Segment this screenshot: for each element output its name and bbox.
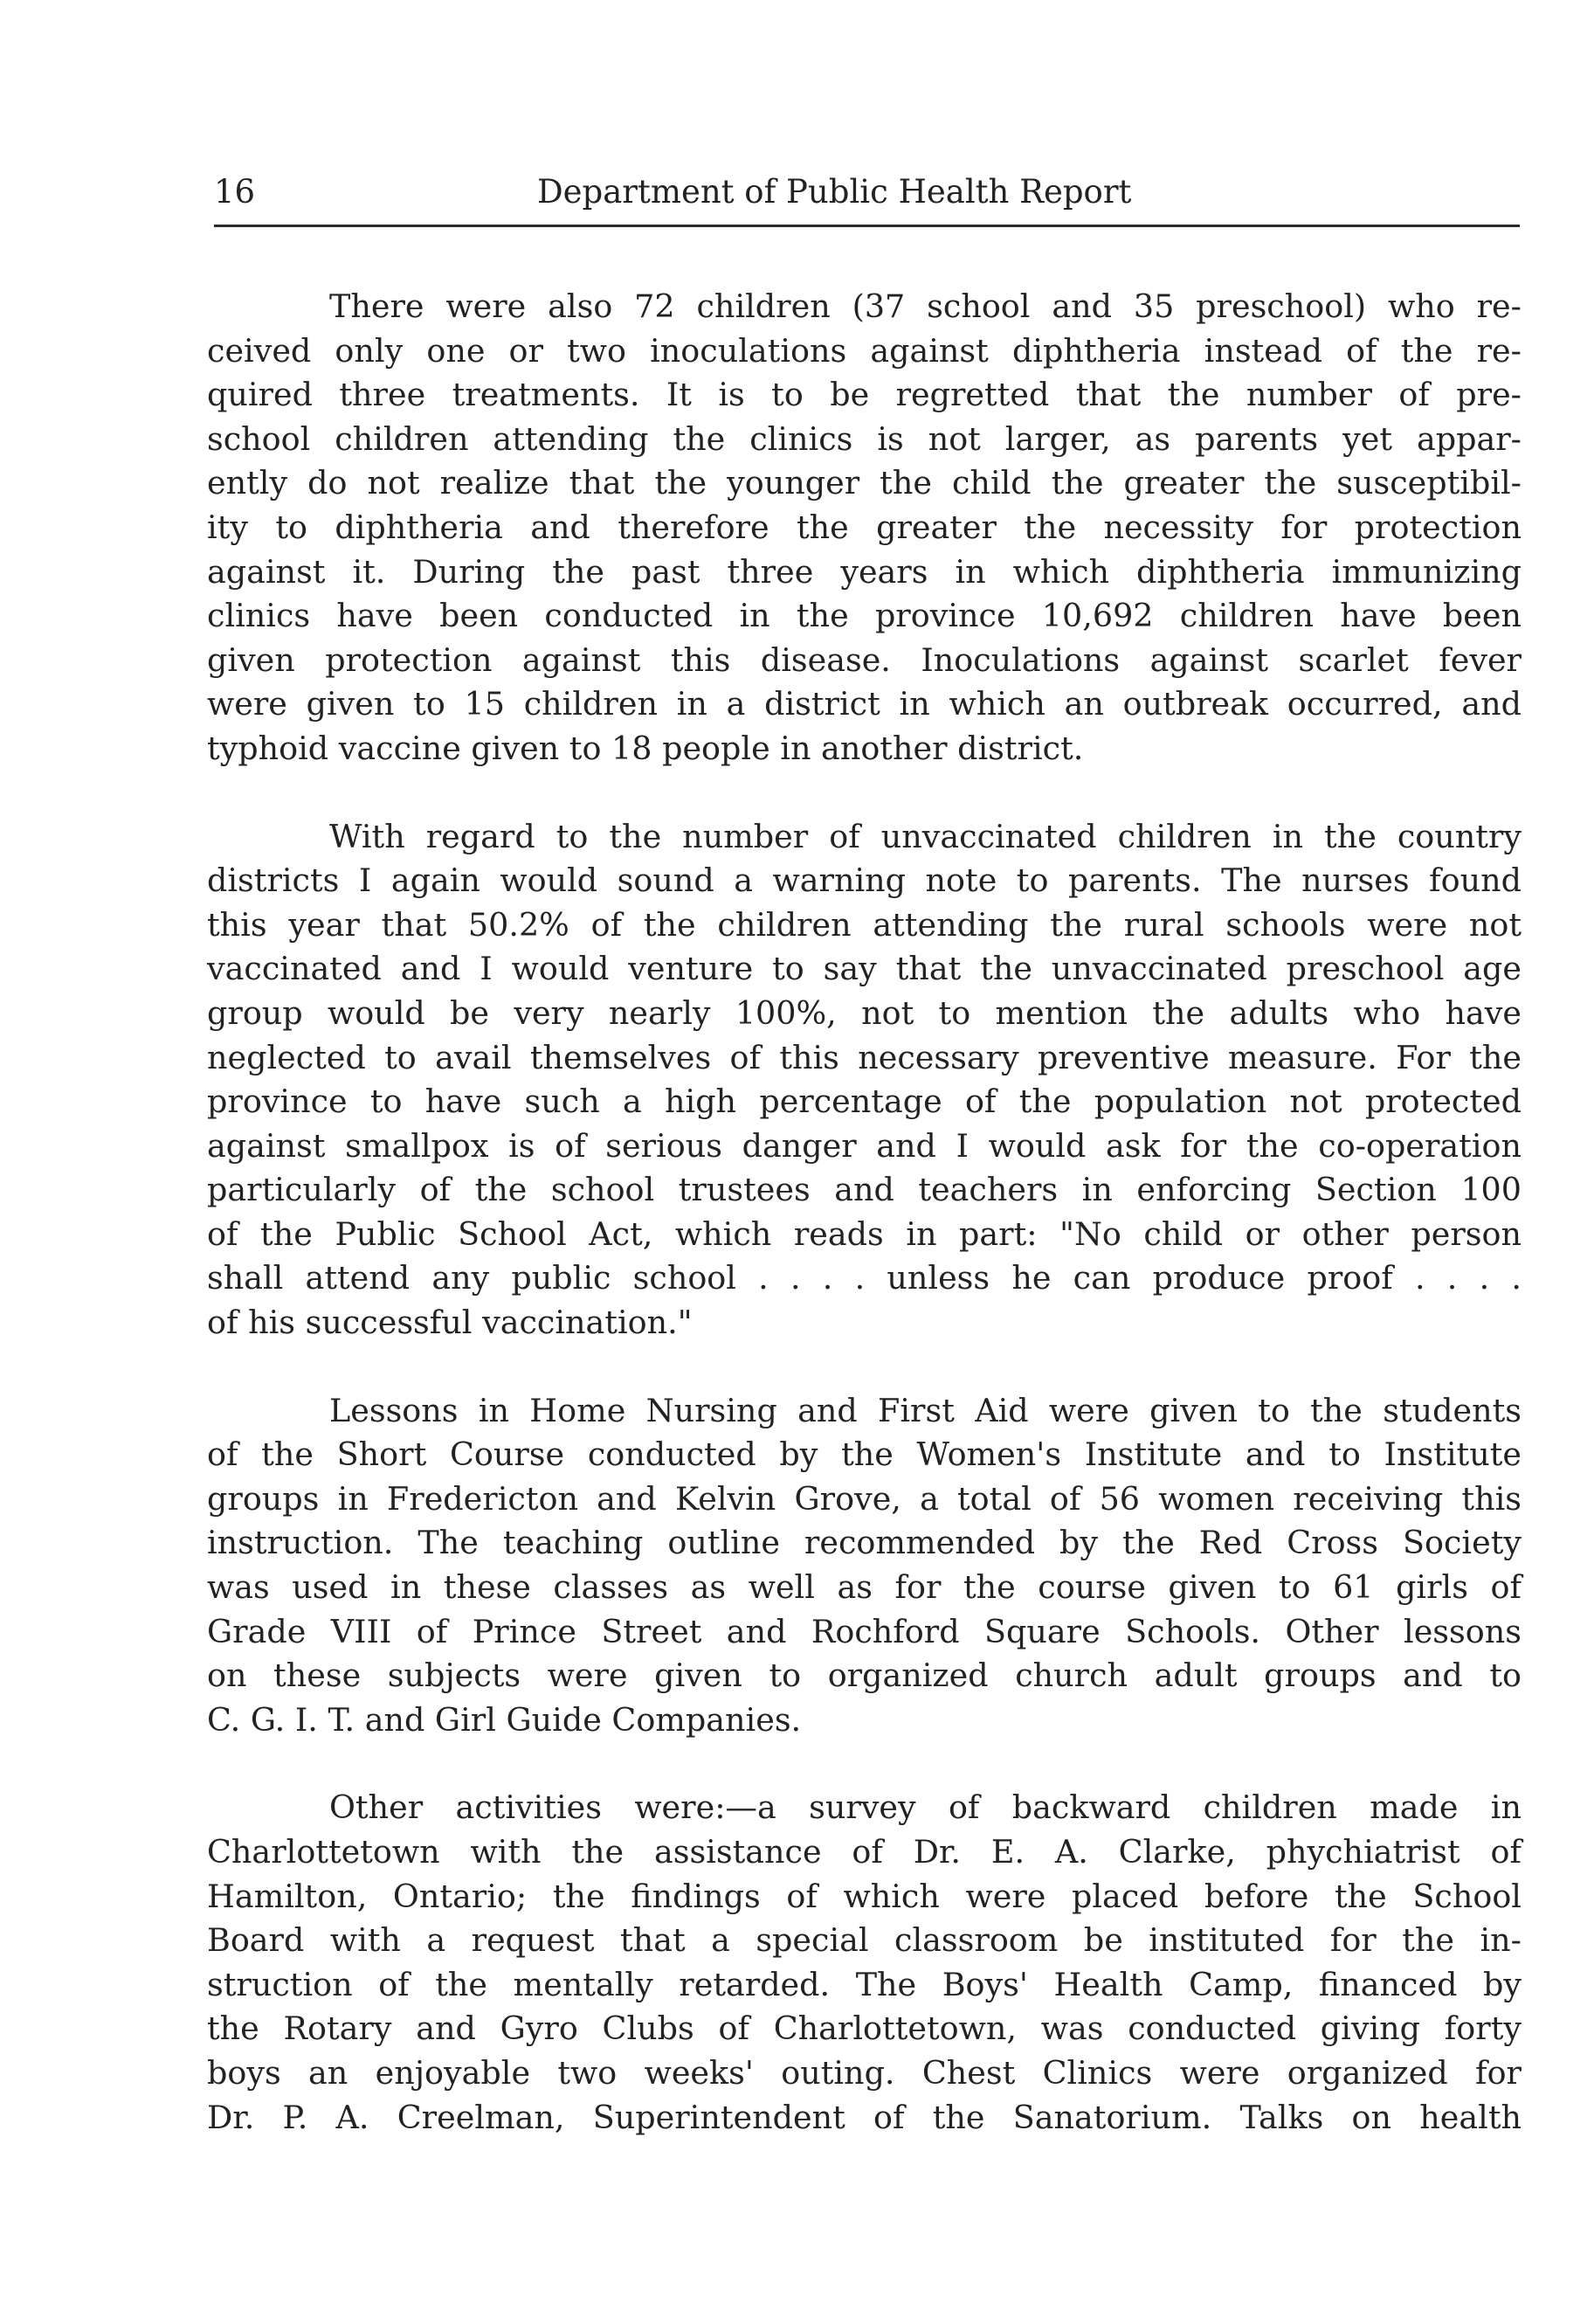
text-line: There were also 72 children (37 school and 35 preschool) who re- [329, 287, 1522, 325]
text-line: particularly of the school trustees and teachers in enforcing Section 100 [207, 1171, 1522, 1209]
body-text [207, 285, 1522, 2140]
text-line: against smallpox is of serious danger and I would ask for the co-operation [207, 1126, 1522, 1165]
text-line: instruction. The teaching outline recommended by the Red Cross Society [207, 1524, 1522, 1562]
text-line: quired three treatments. It is to be regretted that the number of pre- [207, 376, 1522, 414]
text-line: With regard to the number of unvaccinated children in the country [329, 817, 1522, 855]
text-line: clinics have been conducted in the province 10,692 children have been [207, 597, 1522, 635]
text-line: typhoid vaccine given to 18 people in another district. [207, 729, 1084, 767]
text-line: on these subjects were given to organized church adult groups and to [207, 1657, 1522, 1695]
paragraph-vaccination [207, 815, 1522, 1345]
text-line: of the Short Course conducted by the Women's Institute and to Institute [207, 1435, 1522, 1474]
text-line: of the Public School Act, which reads in part: "No child or other person [207, 1214, 1522, 1253]
text-line: of his successful vaccination." [207, 1304, 693, 1342]
text-line: Hamilton, Ontario; the findings of which were placed before the School [207, 1877, 1522, 1915]
paragraph-home-nursing [207, 1389, 1522, 1743]
text-line: districts I again would sound a warning note to parents. The nurses found [207, 861, 1522, 900]
text-line: Dr. P. A. Creelman, Superintendent of the Sanatorium. Talks on health [207, 2098, 1522, 2136]
text-line: ity to diphtheria and therefore the greater the necessity for protection [207, 508, 1522, 546]
page-header [214, 171, 1520, 220]
running-title: Department of Public Health Report [537, 173, 1132, 211]
text-line: neglected to avail themselves of this necessary preventive measure. For the [207, 1038, 1522, 1076]
text-line: boys an enjoyable two weeks' outing. Chest Clinics were organized for [207, 2053, 1522, 2092]
text-line: Other activities were:—a survey of backward children made in [329, 1788, 1522, 1827]
paragraph-other-activities [207, 1786, 1522, 2140]
text-line: was used in these classes as well as for the course given to 61 girls of [207, 1568, 1522, 1607]
text-line: C. G. I. T. and Girl Guide Companies. [207, 1700, 802, 1739]
paragraph-diphtheria [207, 285, 1522, 771]
text-line: groups in Fredericton and Kelvin Grove, a total of 56 women receiving this [207, 1479, 1522, 1518]
text-line: struction of the mentally retarded. The Boys' Health Camp, financed by [207, 1965, 1522, 2003]
text-line: the Rotary and Gyro Clubs of Charlottetown, was conducted giving forty [207, 2009, 1522, 2048]
text-line: Lessons in Home Nursing and First Aid were given to the students [329, 1391, 1522, 1429]
text-line: given protection against this disease. Inoculations against scarlet fever [207, 640, 1522, 679]
header-rule [214, 225, 1520, 227]
page-number: 16 [214, 173, 256, 211]
text-line: Board with a request that a special classroom be instituted for the in- [207, 1921, 1522, 1960]
text-line: vaccinated and I would venture to say that the unvaccinated preschool age [207, 950, 1522, 988]
text-line: Grade VIII of Prince Street and Rochford Square Schools. Other lessons [207, 1612, 1522, 1650]
text-line: group would be very nearly 100%, not to mention the adults who have [207, 993, 1522, 1032]
text-line: Charlottetown with the assistance of Dr. E. A. Clarke, phychiatrist of [207, 1833, 1522, 1871]
text-line: province to have such a high percentage of the population not protected [207, 1082, 1522, 1121]
text-line: were given to 15 children in a district in which an outbreak occurred, and [207, 685, 1522, 723]
text-line: this year that 50.2% of the children attending the rural schools were not [207, 905, 1522, 944]
text-line: ceived only one or two inoculations against diphtheria instead of the re- [207, 331, 1522, 370]
text-line: shall attend any public school . . . . unless he can produce proof . . . . [207, 1259, 1522, 1297]
text-line: against it. During the past three years in which diphtheria immunizing [207, 552, 1522, 591]
text-line: ently do not realize that the younger the child the greater the susceptibil- [207, 464, 1522, 502]
text-line: school children attending the clinics is not larger, as parents yet appar- [207, 419, 1522, 458]
